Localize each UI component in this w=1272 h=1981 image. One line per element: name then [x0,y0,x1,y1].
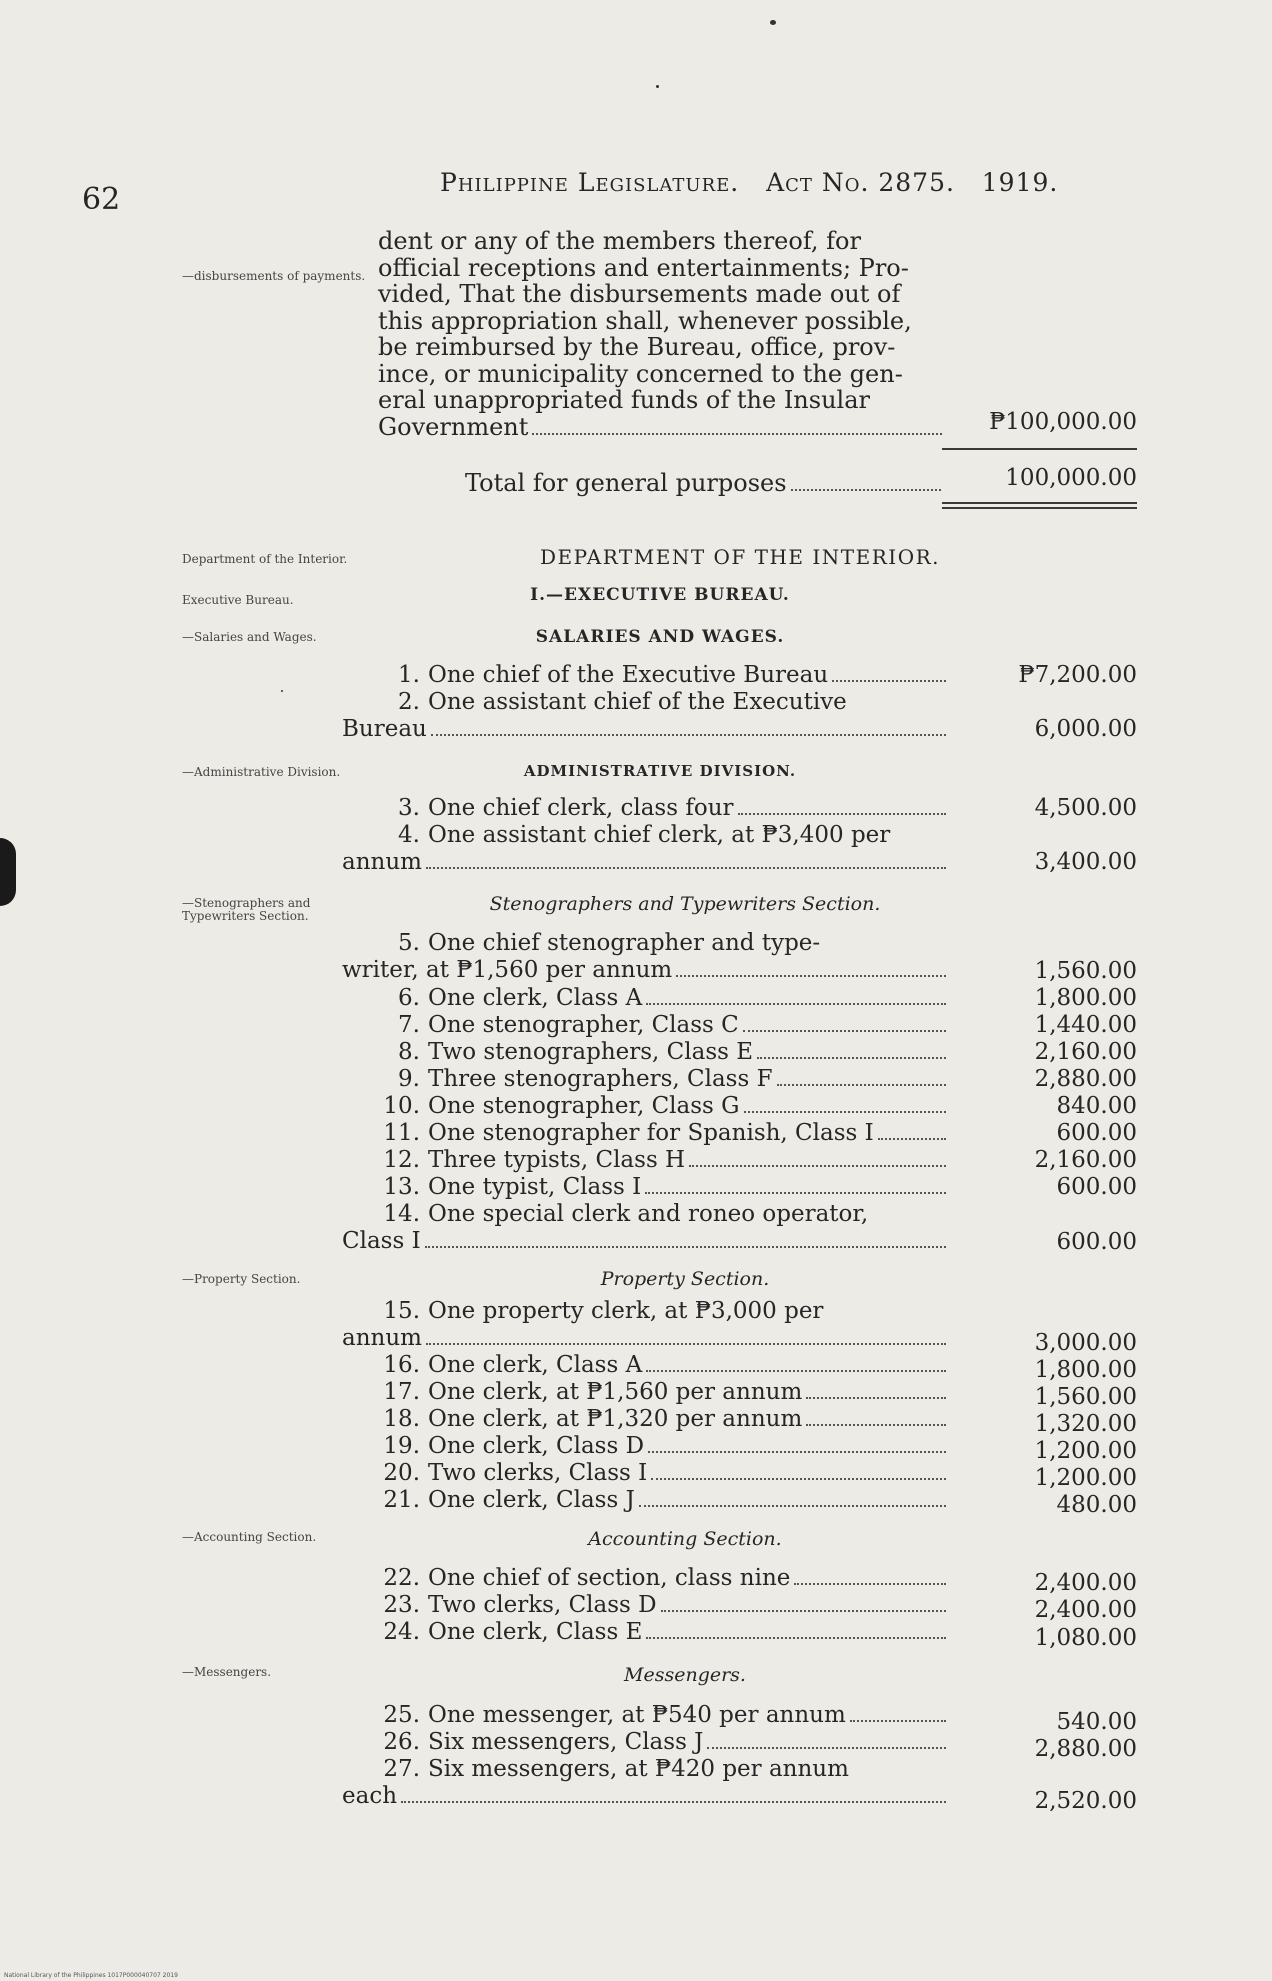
admin-division-title: ADMINISTRATIVE DIVISION. [523,762,797,780]
item-text: One typist, Class I [428,1174,642,1200]
header-year: 1919. [981,168,1059,197]
item-text: One assistant chief clerk, at ₱3,400 per [428,822,891,848]
item-text: One chief stenographer and type- [428,930,821,956]
item-number: 2. [398,689,420,715]
dot-leader [431,733,946,736]
item-number: 5. [398,930,420,956]
item-number: 18. [383,1406,420,1432]
paragraph-line: official receptions and entertainments; Pro- [378,253,909,282]
item-number: 14. [383,1201,420,1227]
dot-leader [639,1504,946,1507]
margin-note-admin-division: —Administrative Division. [182,765,341,779]
item-text: One clerk, at ₱1,320 per annum [428,1406,803,1432]
paragraph-line: Government [378,412,529,441]
item-text: One clerk, Class A [428,985,643,1011]
item-text: One stenographer, Class G [428,1093,740,1119]
accounting-section-title: Accounting Section. [588,1528,782,1550]
item-text: Two clerks, Class D [428,1592,657,1618]
item-number: 11. [383,1120,420,1146]
line-item [378,1433,950,1460]
line-item [378,1565,950,1592]
dot-leader [425,1245,946,1248]
line-item [378,985,950,1012]
dot-leader [743,1029,946,1032]
item-text-continued: each [342,1783,398,1809]
total-amount: 100,000.00 [1005,465,1137,491]
property-section-title: Property Section. [600,1268,770,1290]
line-item [378,1039,950,1066]
header-act: Act No. 2875. [766,168,955,197]
line-item [378,1379,950,1406]
item-text: One stenographer for Spanish, Class I [428,1120,874,1146]
dot-leader [791,488,941,491]
scan-speck [656,85,659,88]
dot-leader [401,1800,946,1803]
line-item [378,795,950,822]
item-text: Six messengers, at ₱420 per annum [428,1756,849,1782]
line-item [342,930,950,984]
scan-speck [281,690,283,692]
item-number: 3. [398,795,420,821]
item-text: One clerk, Class A [428,1352,643,1378]
item-number: 26. [383,1729,420,1755]
total-double-rule-top [942,502,1137,504]
opening-paragraph [378,228,946,441]
total-label: Total for general purposes [465,469,787,497]
line-item [378,1406,950,1433]
dot-leader [744,1110,946,1113]
line-item [342,1756,950,1810]
dot-leader [645,1191,946,1194]
stenographers-section-title: Stenographers and Typewriters Section. [489,893,881,915]
running-header [440,168,1058,197]
item-amount: 1,560.00 [1034,1384,1137,1410]
item-text-continued: annum [342,849,422,875]
margin-note-salaries: —Salaries and Wages. [182,630,317,644]
item-amount: 1,200.00 [1034,1465,1137,1491]
item-amount: 2,400.00 [1034,1570,1137,1596]
item-text-continued: annum [342,1325,422,1351]
item-text: Three stenographers, Class F [428,1066,773,1092]
item-amount: 480.00 [1056,1492,1137,1518]
header-title: Philippine Legislature. [440,168,740,197]
dot-leader [689,1164,946,1167]
item-text: Two clerks, Class I [428,1460,648,1486]
scan-shadow [0,838,16,906]
paragraph-line: this appropriation shall, whenever possible, [378,306,912,335]
item-text: One property clerk, at ₱3,000 per [428,1298,824,1324]
item-number: 7. [398,1012,420,1038]
margin-note-exec-bureau: Executive Bureau. [182,593,294,607]
item-number: 10. [383,1093,420,1119]
item-amount: 600.00 [1056,1229,1137,1255]
line-item [378,1702,950,1729]
item-amount: 600.00 [1056,1174,1137,1200]
opening-amount: ₱100,000.00 [989,409,1137,435]
item-amount: 3,400.00 [1034,849,1137,875]
item-amount: 1,560.00 [1034,958,1137,984]
item-amount: 2,160.00 [1034,1147,1137,1173]
subtotal-rule [942,448,1137,450]
item-text: One clerk, Class D [428,1433,645,1459]
item-text-continued: writer, at ₱1,560 per annum [342,957,673,983]
item-amount: 540.00 [1056,1709,1137,1735]
item-text: One stenographer, Class C [428,1012,739,1038]
item-text-continued: Bureau [342,716,427,742]
item-text: Six messengers, Class J [428,1729,704,1755]
line-item [378,1592,950,1619]
line-item [378,1012,950,1039]
dot-leader [878,1137,946,1140]
item-number: 20. [383,1460,420,1486]
line-item [342,1298,950,1352]
item-number: 12. [383,1147,420,1173]
item-number: 8. [398,1039,420,1065]
bureau-title: I.—EXECUTIVE BUREAU. [530,585,790,605]
margin-note-property: —Property Section. [182,1272,301,1286]
item-number: 19. [383,1433,420,1459]
item-number: 16. [383,1352,420,1378]
item-amount: 2,880.00 [1034,1736,1137,1762]
item-amount: 4,500.00 [1034,795,1137,821]
item-amount: ₱7,200.00 [1018,662,1137,688]
line-item [378,1093,950,1120]
item-text: One special clerk and roneo operator, [428,1201,869,1227]
item-amount: 1,320.00 [1034,1411,1137,1437]
line-item [378,1487,950,1514]
item-amount: 2,880.00 [1034,1066,1137,1092]
item-text: One assistant chief of the Executive [428,689,847,715]
margin-note-stenographers: —Stenographers and Typewriters Section. [182,896,311,923]
dot-leader [426,1342,946,1345]
dot-leader [757,1056,946,1059]
item-amount: 2,160.00 [1034,1039,1137,1065]
line-item [378,1352,950,1379]
dot-leader [646,1636,946,1639]
item-text: One chief of section, class nine [428,1565,791,1591]
line-item [378,662,950,689]
item-amount: 6,000.00 [1034,716,1137,742]
dot-leader [832,679,946,682]
item-amount: 1,200.00 [1034,1438,1137,1464]
paragraph-line: vided, That the disbursements made out of [378,280,901,308]
margin-note-messengers: —Messengers. [182,1665,272,1679]
line-item [378,1460,950,1487]
dot-leader [806,1396,946,1399]
item-number: 1. [398,662,420,688]
line-item [342,1201,950,1255]
line-item [342,822,950,876]
dot-leader [651,1477,946,1480]
paragraph-line: ince, or municipality concerned to the gen- [378,359,903,388]
item-text: One chief of the Executive Bureau [428,662,829,688]
line-item [378,1120,950,1147]
item-text: One chief clerk, class four [428,795,734,821]
dot-leader [532,432,942,435]
item-amount: 3,000.00 [1034,1330,1137,1356]
scan-footer: National Library of the Philippines 1017P000040707 2019 [4,1972,178,1979]
item-text: One messenger, at ₱540 per annum [428,1702,846,1728]
dot-leader [648,1450,946,1453]
dot-leader [777,1083,946,1086]
total-double-rule-bottom [942,507,1137,509]
item-text-continued: Class I [342,1228,421,1254]
margin-note-disbursements: —disbursements of payments. [182,269,366,283]
dot-leader [661,1609,946,1612]
item-text: One clerk, at ₱1,560 per annum [428,1379,803,1405]
dot-leader [850,1719,946,1722]
paragraph-line: eral unappropriated funds of the Insular [378,386,870,414]
margin-note-accounting: —Accounting Section. [182,1530,317,1544]
item-amount: 1,800.00 [1034,1357,1137,1383]
dot-leader [738,812,946,815]
margin-note-dept-interior: Department of the Interior. [182,552,348,566]
item-number: 15. [383,1298,420,1324]
item-amount: 2,520.00 [1034,1788,1137,1814]
item-amount: 840.00 [1056,1093,1137,1119]
dot-leader [646,1369,946,1372]
item-number: 6. [398,985,420,1011]
item-amount: 1,800.00 [1034,985,1137,1011]
dot-leader [707,1746,946,1749]
messengers-section-title: Messengers. [624,1664,746,1686]
department-title: DEPARTMENT OF THE INTERIOR. [540,545,941,569]
item-text: Two stenographers, Class E [428,1039,754,1065]
item-text: One clerk, Class E [428,1619,643,1645]
line-item [378,1729,950,1756]
line-item [378,1619,950,1646]
item-number: 13. [383,1174,420,1200]
item-number: 9. [398,1066,420,1092]
item-text: One clerk, Class J [428,1487,635,1513]
item-number: 22. [383,1565,420,1591]
line-item [378,1174,950,1201]
item-amount: 1,440.00 [1034,1012,1137,1038]
salaries-title: SALARIES AND WAGES. [535,627,785,647]
item-number: 4. [398,822,420,848]
line-item [378,1147,950,1174]
dot-leader [426,866,946,869]
dot-leader [646,1002,946,1005]
item-number: 21. [383,1487,420,1513]
total-line [465,469,945,497]
item-text: Three typists, Class H [428,1147,686,1173]
item-number: 25. [383,1702,420,1728]
paragraph-last-line [378,414,946,441]
line-item [342,689,950,743]
paragraph-line: dent or any of the members thereof, for [378,227,861,255]
item-amount: 600.00 [1056,1120,1137,1146]
line-item [378,1066,950,1093]
paragraph-line: be reimbursed by the Bureau, office, prov- [378,333,896,361]
dot-leader [676,974,946,977]
item-amount: 2,400.00 [1034,1597,1137,1623]
item-number: 24. [383,1619,420,1645]
item-number: 23. [383,1592,420,1618]
item-amount: 1,080.00 [1034,1625,1137,1651]
item-number: 27. [383,1756,420,1782]
page-number: 62 [82,182,121,217]
dot-leader [806,1423,946,1426]
scan-speck [770,20,776,25]
dot-leader [794,1582,946,1585]
item-number: 17. [383,1379,420,1405]
